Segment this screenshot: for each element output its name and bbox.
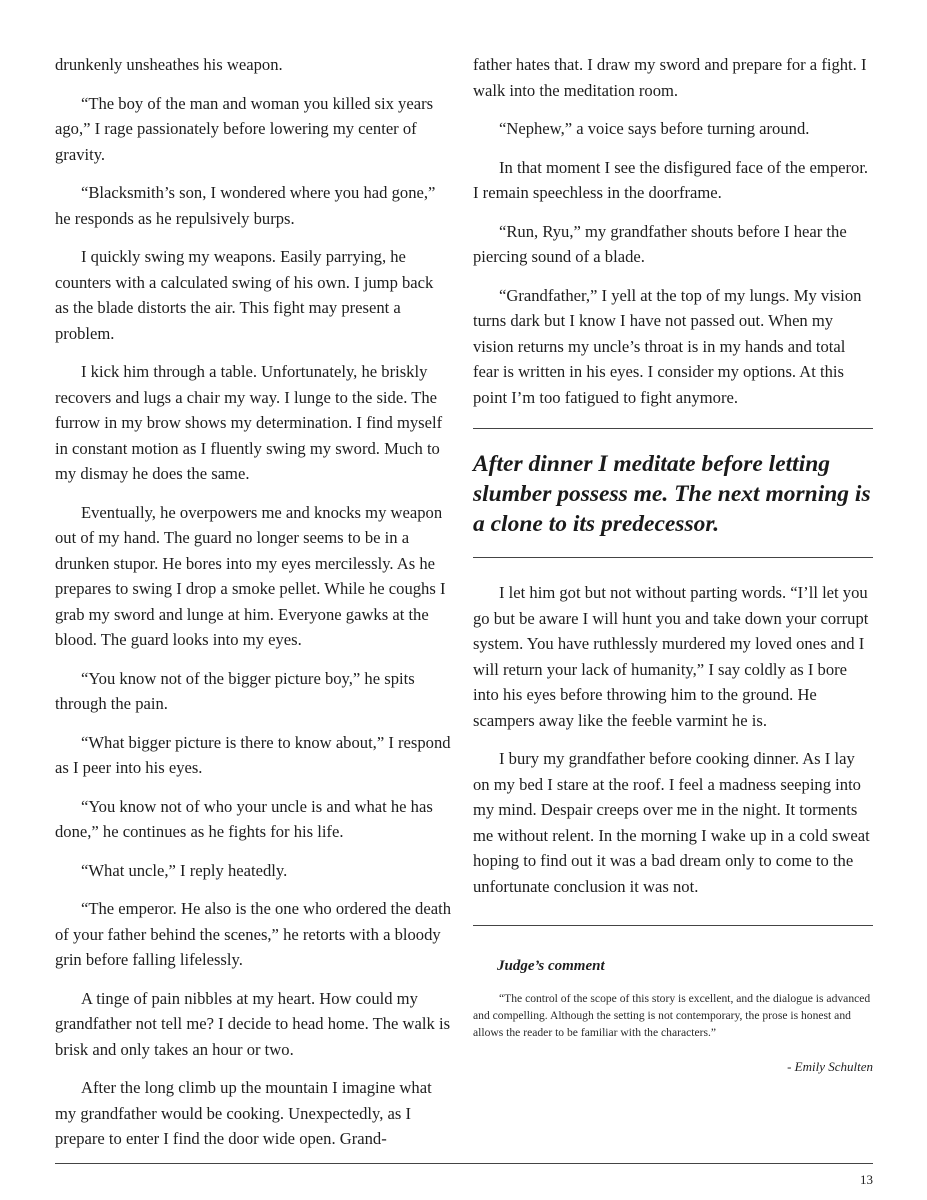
story-paragraph: “You know not of who your uncle is and what he has done,” he continues as he fights for his life. (55, 796, 433, 841)
story-paragraph: drunkenly unsheathes his weapon. (55, 55, 283, 74)
story-paragraph: I quickly swing my weapons. Easily parrying, he counters with a calculated swing of his own. I jump back as the blade distorts the air. This fight may present a problem. (55, 247, 434, 343)
story-paragraph: “You know not of the bigger picture boy,” he spits through the pain. (55, 668, 415, 713)
pull-quote: After dinner I meditate before letting slumber possess me. The next morning is a clone to its predecessor. (473, 451, 871, 537)
page-number: 13 (860, 1172, 873, 1187)
story-paragraph: In that moment I see the disfigured face of the emperor. I remain speechless in the doorframe. (473, 157, 869, 202)
judge-signature: - Emily Schulten (787, 1058, 873, 1074)
story-paragraph: I let him got but not without parting words. “I’ll let you go but be aware I will hunt you and take down your corrupt system. You have ruthlessly murdered my loved ones and I will return your lack of humanity,” I say coldly as I bore into his eyes before throwing him to the ground. He scampers away like the feeble varmint he is. (473, 583, 869, 730)
story-paragraph: “The boy of the man and woman you killed six years ago,” I rage passionately before lowering my center of gravity. (55, 93, 434, 164)
story-paragraph: After the long climb up the mountain I imagine what my grandfather would be cooking. Unexpectedly, as I prepare to enter I find the door wide open. Grand- (55, 1078, 432, 1148)
story-paragraph: A tinge of pain nibbles at my heart. How could my grandfather not tell me? I decide to head home. The walk is brisk and only takes an hour or two. (55, 988, 451, 1059)
footer-rule (55, 1163, 873, 1164)
story-paragraph: “Blacksmith’s son, I wondered where you had gone,” he responds as he repulsively burps. (55, 183, 436, 228)
right-column (473, 52, 873, 1079)
story-paragraph: Eventually, he overpowers me and knocks my weapon out of my hand. The guard no longer seems to be in a drunken stupor. He bores into my eyes mercilessly. As he prepares to swing I drop a smoke pellet. While he coughs I grab my sword and lunge at him. Everyone gawks at the blood. The guard looks into my eyes. (55, 502, 446, 649)
story-paragraph: “Grandfather,” I yell at the top of my lungs. My vision turns dark but I know I have not passed out. When my vision returns my uncle’s throat is in my hands and total fear is written in his eyes. I consider my options. At this point I’m too fatigued to fight anymore. (473, 285, 862, 407)
story-paragraph: “The emperor. He also is the one who ordered the death of your father behind the scenes,” he retorts with a bloody grin before falling lifelessly. (55, 899, 451, 969)
judge-comment-title: Judge’s comment (497, 958, 605, 974)
judge-comment-section (473, 954, 873, 1079)
story-paragraph: “Nephew,” a voice says before turning around. (499, 119, 810, 138)
pull-quote-bottom-rule (473, 557, 873, 558)
story-paragraph: I bury my grandfather before cooking dinner. As I lay on my bed I stare at the roof. I feel a madness seeping into my mind. Despair creeps over me in the night. It torments me without relent. In the morning I wake up in a cold sweat hoping to find out it was a bad dream only to come to the unfortunate conclusion it was not. (473, 749, 870, 896)
story-paragraph: father hates that. I draw my sword and prepare for a fight. I walk into the meditation room. (473, 55, 867, 100)
story-paragraph: “What uncle,” I reply heatedly. (81, 860, 288, 880)
story-paragraph: “Run, Ryu,” my grandfather shouts before I hear the piercing sound of a blade. (473, 221, 847, 266)
judge-comment-text: “The control of the scope of this story is excellent, and the dialogue is advanced and compelling. Although the setting is not contemporary, the prose is honest and allows the reader to be familiar with the characters.” (473, 991, 871, 1039)
story-paragraph: “What bigger picture is there to know about,” I respond as I peer into his eyes. (55, 732, 451, 777)
story-paragraph: I kick him through a table. Unfortunately, he briskly recovers and lugs a chair my way. I lunge to the side. The furrow in my brow shows my determination. I find myself in constant motion as I fluently swing my sword. Much to my dismay he does the same. (55, 362, 443, 483)
left-column (55, 52, 451, 1165)
judge-section-rule (473, 925, 873, 926)
